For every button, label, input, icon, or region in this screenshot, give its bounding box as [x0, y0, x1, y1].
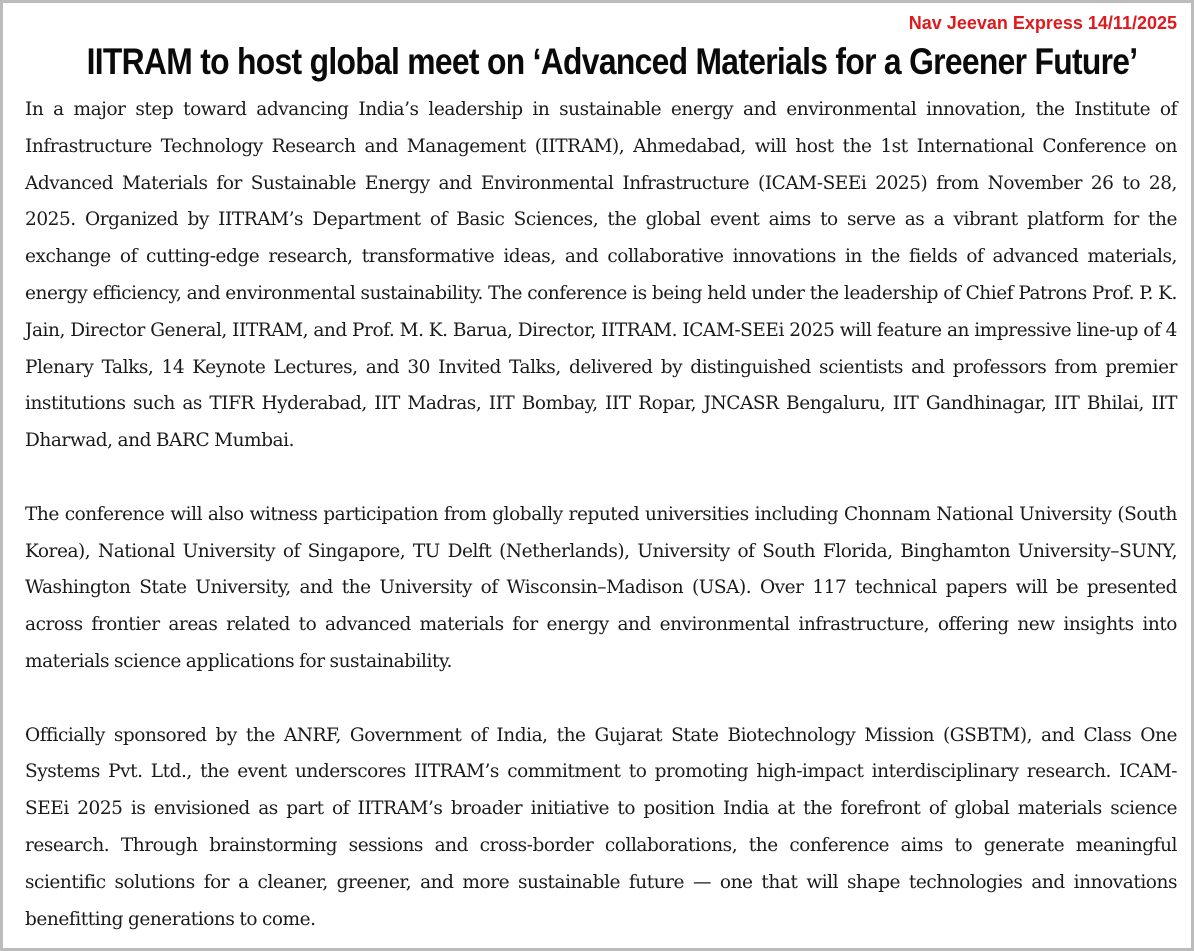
headline: IITRAM to host global meet on ‘Advanced Materials for a Greener Future’ — [86, 41, 1138, 82]
paragraph-3: Officially sponsored by the ANRF, Government of India, the Gujarat State Biotechnology Mission (GSBTM), and Class One Systems Pvt. Ltd., the event underscores IITRAM’s commitment to promoting high-impact interdisciplinary research. ICAM-SEEi 2025 is envisioned as part of IITRAM’s broader initiative to position India at the forefront of global materials science research. Through brainstorming sessions and cross-border collaborations, the conference aims to generate meaningful scientific solutions for a cleaner, greener, and more sustainable future — one that will shape technologies and innovations benefitting generations to come. — [25, 724, 1177, 930]
paragraph-1: In a major step toward advancing India’s leadership in sustainable energy and environmental innovation, the Institute of Infrastructure Technology Research and Management (IITRAM), Ahmedabad, will host the 1st International Conference on Advanced Materials for Sustainable Energy and Environmental Infrastructure (ICAM-SEEi 2025) from November 26 to 28, 2025. Organized by IITRAM’s Department of Basic Sciences, the global event aims to serve as a vibrant platform for the exchange of cutting-edge research, transformative ideas, and collaborative innovations in the fields of advanced materials, energy efficiency, and environmental sustainability. The conference is being held under the leadership of Chief Patrons Prof. P. K. Jain, Director General, IITRAM, and Prof. M. K. Barua, Director, IITRAM. ICAM-SEEi 2025 will feature an impressive line-up of 4 Plenary Talks, 14 Keynote Lectures, and 30 Invited Talks, delivered by distinguished scientists and professors from premier institutions such as TIFR Hyderabad, IIT Madras, IIT Bombay, IIT Ropar, JNCASR Bengaluru, IIT Gandhinagar, IIT Bhilai, IIT Dharwad, and BARC Mumbai. — [25, 99, 1177, 452]
newspaper-source-date: Nav Jeevan Express 14/11/2025 — [908, 13, 1177, 33]
article-body — [25, 92, 1177, 938]
paragraph-2: The conference will also witness participation from globally reputed universities including Chonnam National University (South Korea), National University of Singapore, TU Delft (Netherlands), University of South Florida, Binghamton University–SUNY, Washington State University, and the University of Wisconsin–Madison (USA). Over 117 technical papers will be presented across frontier areas related to advanced materials for energy and environmental infrastructure, offering new insights into materials science applications for sustainability. — [25, 503, 1177, 672]
